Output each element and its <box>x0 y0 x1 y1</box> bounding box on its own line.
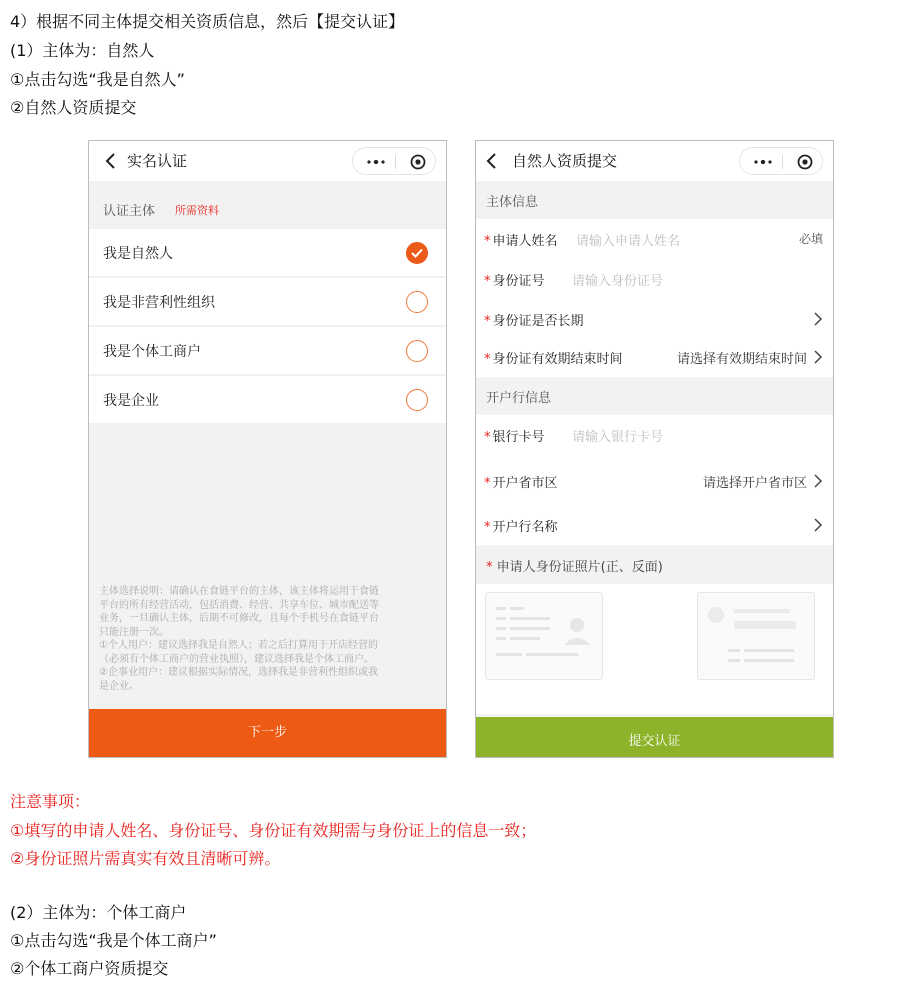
id-card-front-upload[interactable] <box>485 592 603 680</box>
chevron-right-icon[interactable] <box>813 312 823 326</box>
sub-step-2: ②自然人资质提交 <box>10 98 137 117</box>
chevron-left-icon[interactable] <box>484 151 502 171</box>
field-label: * 开户省市区 <box>484 476 558 491</box>
id-number-row[interactable] <box>476 259 833 299</box>
subsection-title-individual-business: (2）主体为：个体工商户 <box>10 903 187 922</box>
chevron-right-icon[interactable] <box>813 474 823 488</box>
section-title: 主体信息 <box>486 195 539 210</box>
bank-card-input[interactable]: 请输入银行卡号 <box>572 430 664 445</box>
section-title: 开户行信息 <box>486 391 552 406</box>
id-card-back-upload[interactable] <box>697 592 815 680</box>
bank-info-header <box>476 377 833 415</box>
right-phone-screenshot <box>475 140 834 758</box>
chevron-right-icon[interactable] <box>813 518 823 532</box>
option-nonprofit[interactable] <box>89 278 446 326</box>
note-line: 是企业。 <box>99 680 139 692</box>
more-dots-icon[interactable] <box>367 160 385 164</box>
id-number-input[interactable]: 请输入身份证号 <box>572 274 664 289</box>
required-docs-link[interactable]: 所需资料 <box>175 204 219 217</box>
notice-title: 注意事项： <box>10 792 91 811</box>
target-circle-icon[interactable] <box>797 154 813 170</box>
radio-checked[interactable] <box>406 242 428 264</box>
step-heading: 4）根据不同主体提交相关资质信息，然后【提交认证】 <box>10 12 405 31</box>
page-title: 实名认证 <box>127 152 188 170</box>
name-input[interactable]: 请输入申请人姓名 <box>576 234 681 249</box>
id-card-front-icon <box>486 593 602 679</box>
bank-card-row[interactable] <box>476 415 833 459</box>
section-title: 认证主体 <box>103 204 156 219</box>
sub-step-2: ②个体工商户资质提交 <box>10 959 169 978</box>
id-card-back-icon <box>698 593 814 679</box>
mini-program-capsule[interactable] <box>352 147 436 175</box>
province-row[interactable] <box>476 459 833 503</box>
field-label: * 银行卡号 <box>484 430 545 445</box>
subject-selection-note <box>99 585 439 693</box>
left-phone-screenshot <box>88 140 447 758</box>
field-label: * 身份证是否长期 <box>484 314 584 329</box>
required-hint: 必填 <box>798 232 823 246</box>
option-label: 我是企业 <box>103 393 159 409</box>
submit-certification-button[interactable]: 提交认证 <box>476 717 833 757</box>
sub-step-1: ①点击勾选“我是个体工商户” <box>10 931 217 950</box>
option-label: 我是个体工商户 <box>103 344 201 360</box>
id-expiry-row[interactable] <box>476 337 833 377</box>
chevron-left-icon[interactable] <box>103 151 121 171</box>
mini-program-capsule[interactable] <box>739 147 823 175</box>
target-circle-icon[interactable] <box>410 154 426 170</box>
radio-unchecked[interactable] <box>406 291 428 313</box>
bank-name-row[interactable] <box>476 503 833 545</box>
notice-item-2: ②身份证照片需真实有效且清晰可辨。 <box>10 849 281 868</box>
note-line: 平台的所有经营活动，包括消费、经营、共享车位、城市配送等 <box>99 599 379 611</box>
chevron-right-icon[interactable] <box>813 350 823 364</box>
sub-step-1: ①点击勾选“我是自然人” <box>10 70 185 89</box>
option-individual-business[interactable] <box>89 327 446 375</box>
subject-info-header <box>476 181 833 219</box>
note-line: 业务，一旦确认主体，后期不可修改，且每个手机号在食链平台 <box>99 613 379 624</box>
check-icon <box>411 248 423 258</box>
field-label: * 身份证号 <box>484 274 545 289</box>
field-label: * 身份证有效期结束时间 <box>484 352 623 367</box>
section-title: * 申请人身份证照片(正、反面) <box>486 560 663 575</box>
note-line: 主体选择说明：请确认在食链平台的主体，该主体将运用于食链 <box>99 586 379 597</box>
next-button[interactable]: 下一步 <box>89 709 446 757</box>
field-label: * 开户行名称 <box>484 520 558 535</box>
option-enterprise[interactable] <box>89 376 446 424</box>
id-photo-header <box>476 545 833 584</box>
id-photo-upload-area <box>476 584 833 714</box>
note-line: （必须有个体工商户的营业执照），建议选择我是个体工商户。 <box>99 653 374 665</box>
top-bar <box>476 141 833 181</box>
id-longterm-row[interactable] <box>476 299 833 339</box>
expiry-select[interactable]: 请选择有效期结束时间 <box>676 352 807 367</box>
note-line: ②企事业用户：建议根据实际情况，选择我是非营利性组织或我 <box>99 667 378 678</box>
page-title: 自然人资质提交 <box>512 152 618 170</box>
top-bar <box>89 141 446 181</box>
note-line: ①个人用户：建议选择我是自然人；若之后打算用于开店经营的 <box>99 640 378 651</box>
subsection-title-natural-person: (1）主体为：自然人 <box>10 41 155 60</box>
radio-unchecked[interactable] <box>406 340 428 362</box>
more-dots-icon[interactable] <box>754 160 772 164</box>
subject-section-header <box>89 189 446 229</box>
field-label: * 申请人姓名 <box>484 234 558 249</box>
province-select[interactable]: 请选择开户省市区 <box>702 476 807 491</box>
option-label: 我是非营利性组织 <box>103 295 215 311</box>
notice-item-1: ①填写的申请人姓名、身份证号、身份证有效期需与身份证上的信息一致； <box>10 821 537 840</box>
option-natural-person[interactable] <box>89 229 446 277</box>
applicant-name-row[interactable] <box>476 219 833 259</box>
option-label: 我是自然人 <box>103 246 173 262</box>
radio-unchecked[interactable] <box>406 389 428 411</box>
note-line: 只能注册一次。 <box>99 626 169 638</box>
